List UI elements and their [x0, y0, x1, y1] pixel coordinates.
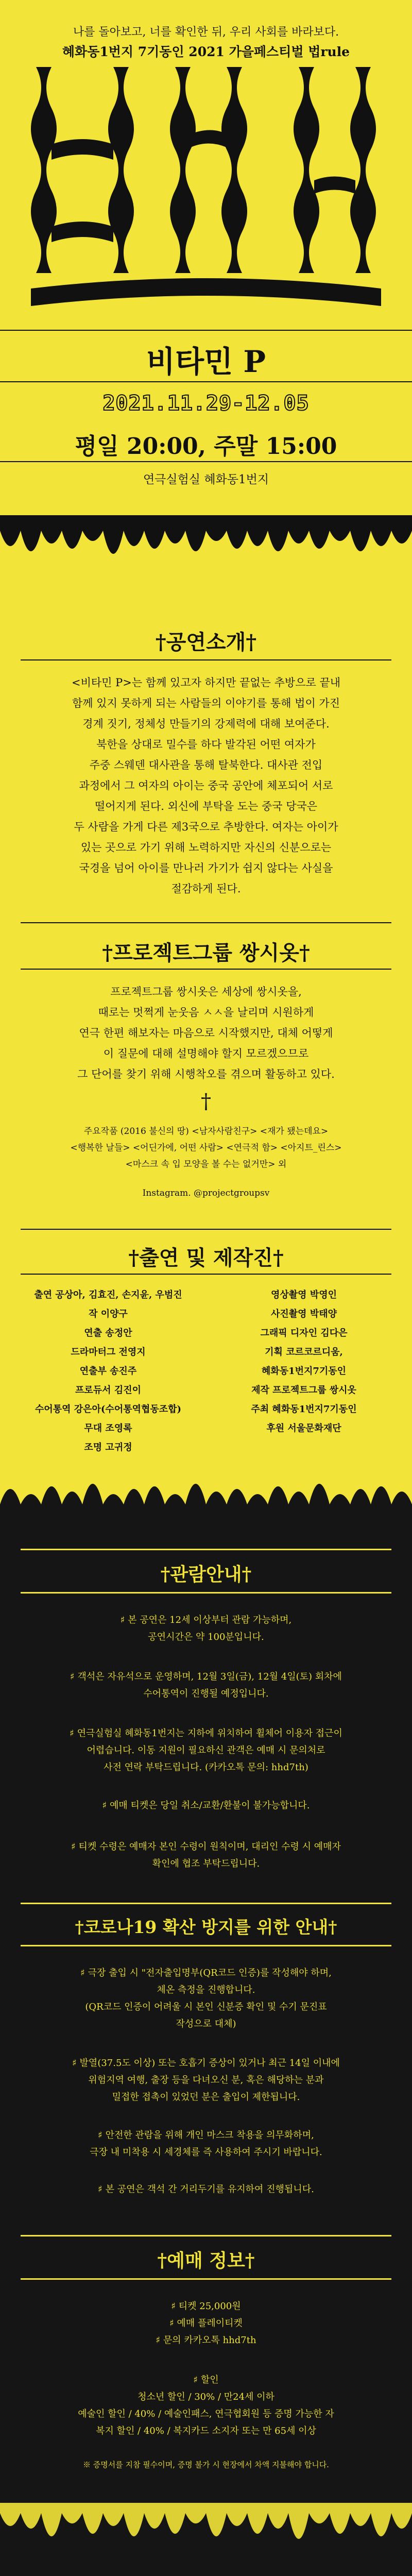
group-title: †프로젝트그룹 쌍시옷† [102, 941, 310, 965]
synopsis-body [41, 672, 371, 899]
synopsis-rule [21, 659, 391, 660]
show-title: 비타민 P [146, 344, 266, 379]
credits-rule-bottom [21, 1274, 391, 1275]
ticket-note: ※ 증명서를 지참 필수이며, 증명 불가 시 현장에서 차액 지불해야 합니다. [83, 2460, 329, 2469]
credit-line: 출연 공상아, 김효진, 손지윤, 우범진 [34, 1290, 182, 1300]
synopsis-line: 두 사람을 가게 다른 제3국으로 추방한다. 여자는 아이가 [74, 821, 338, 833]
works-line: 주요작품 (2016 불신의 땅) <남자사람친구> <재가 됐는데요> [83, 1126, 329, 1137]
hero-rule-top [0, 330, 412, 331]
credit-line: 혜화동1번지7기동인 [261, 1366, 347, 1377]
guide-line: 어렵습니다. 이동 지원이 필요하신 관객은 예매 시 문의처로 [87, 1745, 325, 1756]
guide-line: ♯ 연극실험실 혜화동1번지는 지하에 위치하여 휠체어 이용자 접근이 [70, 1728, 342, 1739]
works-line: <마스크 속 입 모양을 볼 수는 없거만> 외 [125, 1159, 287, 1170]
guide-line: ♯ 객석은 자유석으로 운영하며, 12월 3일(금), 12월 4일(토) 회차에 [70, 1671, 342, 1682]
credit-line: 수어통역 강은아(수어통역협동조합) [35, 1404, 182, 1415]
drip-band-1 [0, 515, 412, 577]
covid-rule-bottom [21, 1945, 391, 1946]
guide-rule-top [21, 1549, 391, 1550]
ticket-rule-top [21, 2235, 391, 2236]
synopsis-line: 경계 짓기, 정체성 만들기의 강제력에 대해 보여준다. [82, 718, 330, 730]
covid-line: (QR코드 인증이 어려울 시 본인 신분증 확인 및 수기 문진표 [85, 2002, 327, 2012]
drip-band-3 [0, 2503, 412, 2575]
hero-rule-mid [0, 381, 412, 382]
discount-line: 복지 할인 / 40% / 복지카드 소지자 또는 만 65세 이상 [96, 2426, 316, 2436]
tagline-line-2: 혜화동1번지 7기동인 2021 가을페스티벌 법rule [62, 44, 350, 59]
credits-rule-top [21, 1229, 391, 1230]
group-line: 때로는 멋쩍게 눈웃음 ㅅㅅ을 날리며 시원하게 [98, 1006, 314, 1019]
credits-left-column [21, 1285, 196, 1457]
guide-line: 확인에 협조 부탁드립니다. [152, 1858, 260, 1869]
group-line: 연극 한편 해보자는 마음으로 시작했지만, 대체 어떻게 [79, 1027, 333, 1039]
credit-line: 사진촬영 박태양 [271, 1309, 337, 1319]
credit-line: 제작 프로젝트그룹 쌍시옷 [251, 1385, 356, 1396]
guide-rule-bottom [21, 1592, 391, 1594]
discount-title: ♯ 할인 [193, 2375, 219, 2385]
group-works [41, 1123, 371, 1173]
credit-line: 작 이양구 [89, 1309, 128, 1319]
credit-line: 주최 혜화동1번지7기동인 [251, 1404, 357, 1415]
hero-tagline [0, 23, 412, 62]
synopsis-line: 주중 스웨덴 대사관을 통해 탈북한다. 대사관 전입 [89, 759, 323, 771]
cross-ornament: † [201, 1090, 211, 1113]
covid-item [36, 2181, 376, 2198]
covid-line: ♯ 극장 출입 시 "전자출입명부(QR코드 인증)를 작성해야 하며, [80, 1968, 332, 1978]
covid-line: 극장 내 미착용 시 세경체를 즉 사용하여 주시기 바랍니다. [90, 2147, 322, 2158]
ticket-vendor[interactable]: ♯ 예매 플레이티켓 [169, 2318, 243, 2329]
synopsis-line: 함께 있지 못하게 되는 사람들의 이야기를 통해 법이 가진 [72, 697, 340, 709]
synopsis-line: 국경을 넘어 아이를 만나러 가기가 쉽지 않다는 사실을 [79, 862, 333, 874]
covid-line: 작성으로 대체) [176, 2019, 236, 2029]
synopsis-line: 떨어지게 된다. 외신에 부탁을 도는 중국 당국은 [94, 800, 318, 812]
credit-line: 드라마터그 전영지 [71, 1347, 146, 1358]
guide-line: ♯ 예매 티켓은 당일 취소/교환/환불이 불가능합니다. [102, 1800, 310, 1811]
guide-item [36, 1725, 376, 1776]
group-line: 이 질문에 대해 설명해야 할지 모르겠으므로 [103, 1047, 309, 1060]
group-line: 프로젝트그룹 쌍시옷은 세상에 쌍시옷을, [110, 986, 302, 998]
credits-title: †출연 및 제작진† [128, 1246, 284, 1270]
guide-item [36, 1838, 376, 1872]
works-line: <행복한 날들> <어딘가에, 어떤 사람> <연극적 함> <아지트_린스> [70, 1143, 342, 1153]
covid-line: ♯ 본 공연은 객석 간 거리두기를 유지하여 진행됩니다. [98, 2184, 314, 2195]
covid-item [36, 2055, 376, 2106]
covid-item [36, 1964, 376, 2032]
ticket-info [36, 2298, 376, 2349]
ticket-title: †예매 정보† [157, 2250, 255, 2272]
covid-title: †코로나19 확산 방지를 위한 안내† [75, 1917, 337, 1937]
hero-section [0, 0, 412, 521]
guide-line: 수어통역이 진행될 예정입니다. [143, 1688, 269, 1699]
credit-line: 연출 송정안 [84, 1328, 132, 1338]
hero-letter-art [21, 62, 391, 319]
guide-line: 사전 연락 부탁드립니다. (카카오톡 문의: hhd7th) [104, 1762, 308, 1773]
discount-line: 청소년 할인 / 30% / 만24세 이하 [138, 2392, 274, 2402]
synopsis-title: †공연소개† [155, 630, 257, 654]
covid-line: ♯ 발열(37.5도 이상) 또는 호흡기 증상이 있거나 최근 14일 이내에 [72, 2058, 340, 2069]
group-rule-top [21, 922, 391, 923]
credits-list [21, 1285, 391, 1461]
covid-line: 위험지역 여행, 출장 등을 다녀오신 분, 혹은 해당하는 분과 [88, 2075, 324, 2086]
credit-line: 그래픽 디자인 김다은 [260, 1328, 348, 1338]
guide-line: ♯ 티켓 수령은 예매자 본인 수령이 원칙이며, 대리인 수령 시 예매자 [71, 1841, 341, 1852]
guide-line: 공연시간은 약 100분입니다. [148, 1632, 264, 1642]
covid-line: 밀접한 접촉이 있었던 분은 출입이 제한됩니다. [112, 2092, 300, 2103]
show-venue: 연극실험실 혜화동1번지 [143, 473, 269, 486]
info-dark-section [0, 1534, 412, 2576]
guide-title: †관람안내† [160, 1564, 252, 1585]
tagline-line-1: 나를 돌아보고, 너를 확인한 뒤, 우리 사회를 바라보다. [73, 26, 339, 39]
group-rule-bottom [21, 969, 391, 970]
guide-line: ♯ 본 공연은 12세 이상부터 관람 가능하며, [120, 1615, 292, 1625]
credit-line: 프로듀서 김진이 [75, 1385, 141, 1396]
guide-item [36, 1668, 376, 1702]
show-time: 평일 20:00, 주말 15:00 [75, 433, 337, 460]
ticket-discounts [36, 2371, 376, 2439]
guide-item [36, 1612, 376, 1646]
credit-line: 조명 고귀정 [84, 1442, 132, 1453]
group-line: 그 단어를 찾기 위해 시행착오를 겪으며 활동하고 있다. [77, 1068, 335, 1080]
credit-line: 연출부 송진주 [79, 1366, 137, 1377]
synopsis-line: 절감하게 된다. [171, 883, 241, 895]
ticket-rule-bottom [21, 2278, 391, 2280]
ticket-contact[interactable]: ♯ 문의 카카오톡 hhd7th [156, 2335, 256, 2346]
credit-line: 후원 서울문화재단 [266, 1423, 341, 1434]
covid-rule-top [21, 1903, 391, 1904]
guide-item [36, 1797, 376, 1814]
credit-line: 무대 조영록 [84, 1423, 132, 1434]
discount-line: 예술인 할인 / 40% / 예술인패스, 연극협회원 등 증명 가능한 자 [78, 2409, 334, 2419]
synopsis-line: <비타민 P>는 함께 있고자 하지만 끝없는 추방으로 끝내 [71, 676, 341, 689]
group-instagram[interactable]: Instagram. @projectgroupsv [142, 1188, 270, 1198]
drip-band-2 [0, 1473, 412, 1535]
credit-line: 기획 코르코르디움, [265, 1347, 343, 1358]
show-dates: 2021.11.29-12.05 [102, 392, 310, 415]
credits-right-column [216, 1285, 391, 1438]
group-body [41, 981, 371, 1084]
covid-line: ♯ 안전한 관람을 위해 개인 마스크 착용을 의무화하며, [98, 2130, 314, 2141]
ticket-price: ♯ 티켓 25,000원 [171, 2301, 241, 2312]
hero-rule-bottom [0, 461, 412, 462]
credit-line: 영상촬영 박영인 [271, 1290, 337, 1300]
synopsis-line: 과정에서 그 여자의 아이는 중국 공안에 체포되어 서로 [79, 779, 333, 792]
covid-item [36, 2127, 376, 2161]
synopsis-line: 있는 곳으로 가기 위해 노력하지만 자신의 신분으로는 [80, 841, 332, 854]
covid-line: 체온 측정을 진행합니다. [157, 1985, 255, 1995]
synopsis-line: 북한을 상대로 밀수를 하다 발각된 어떤 여자가 [96, 738, 316, 751]
